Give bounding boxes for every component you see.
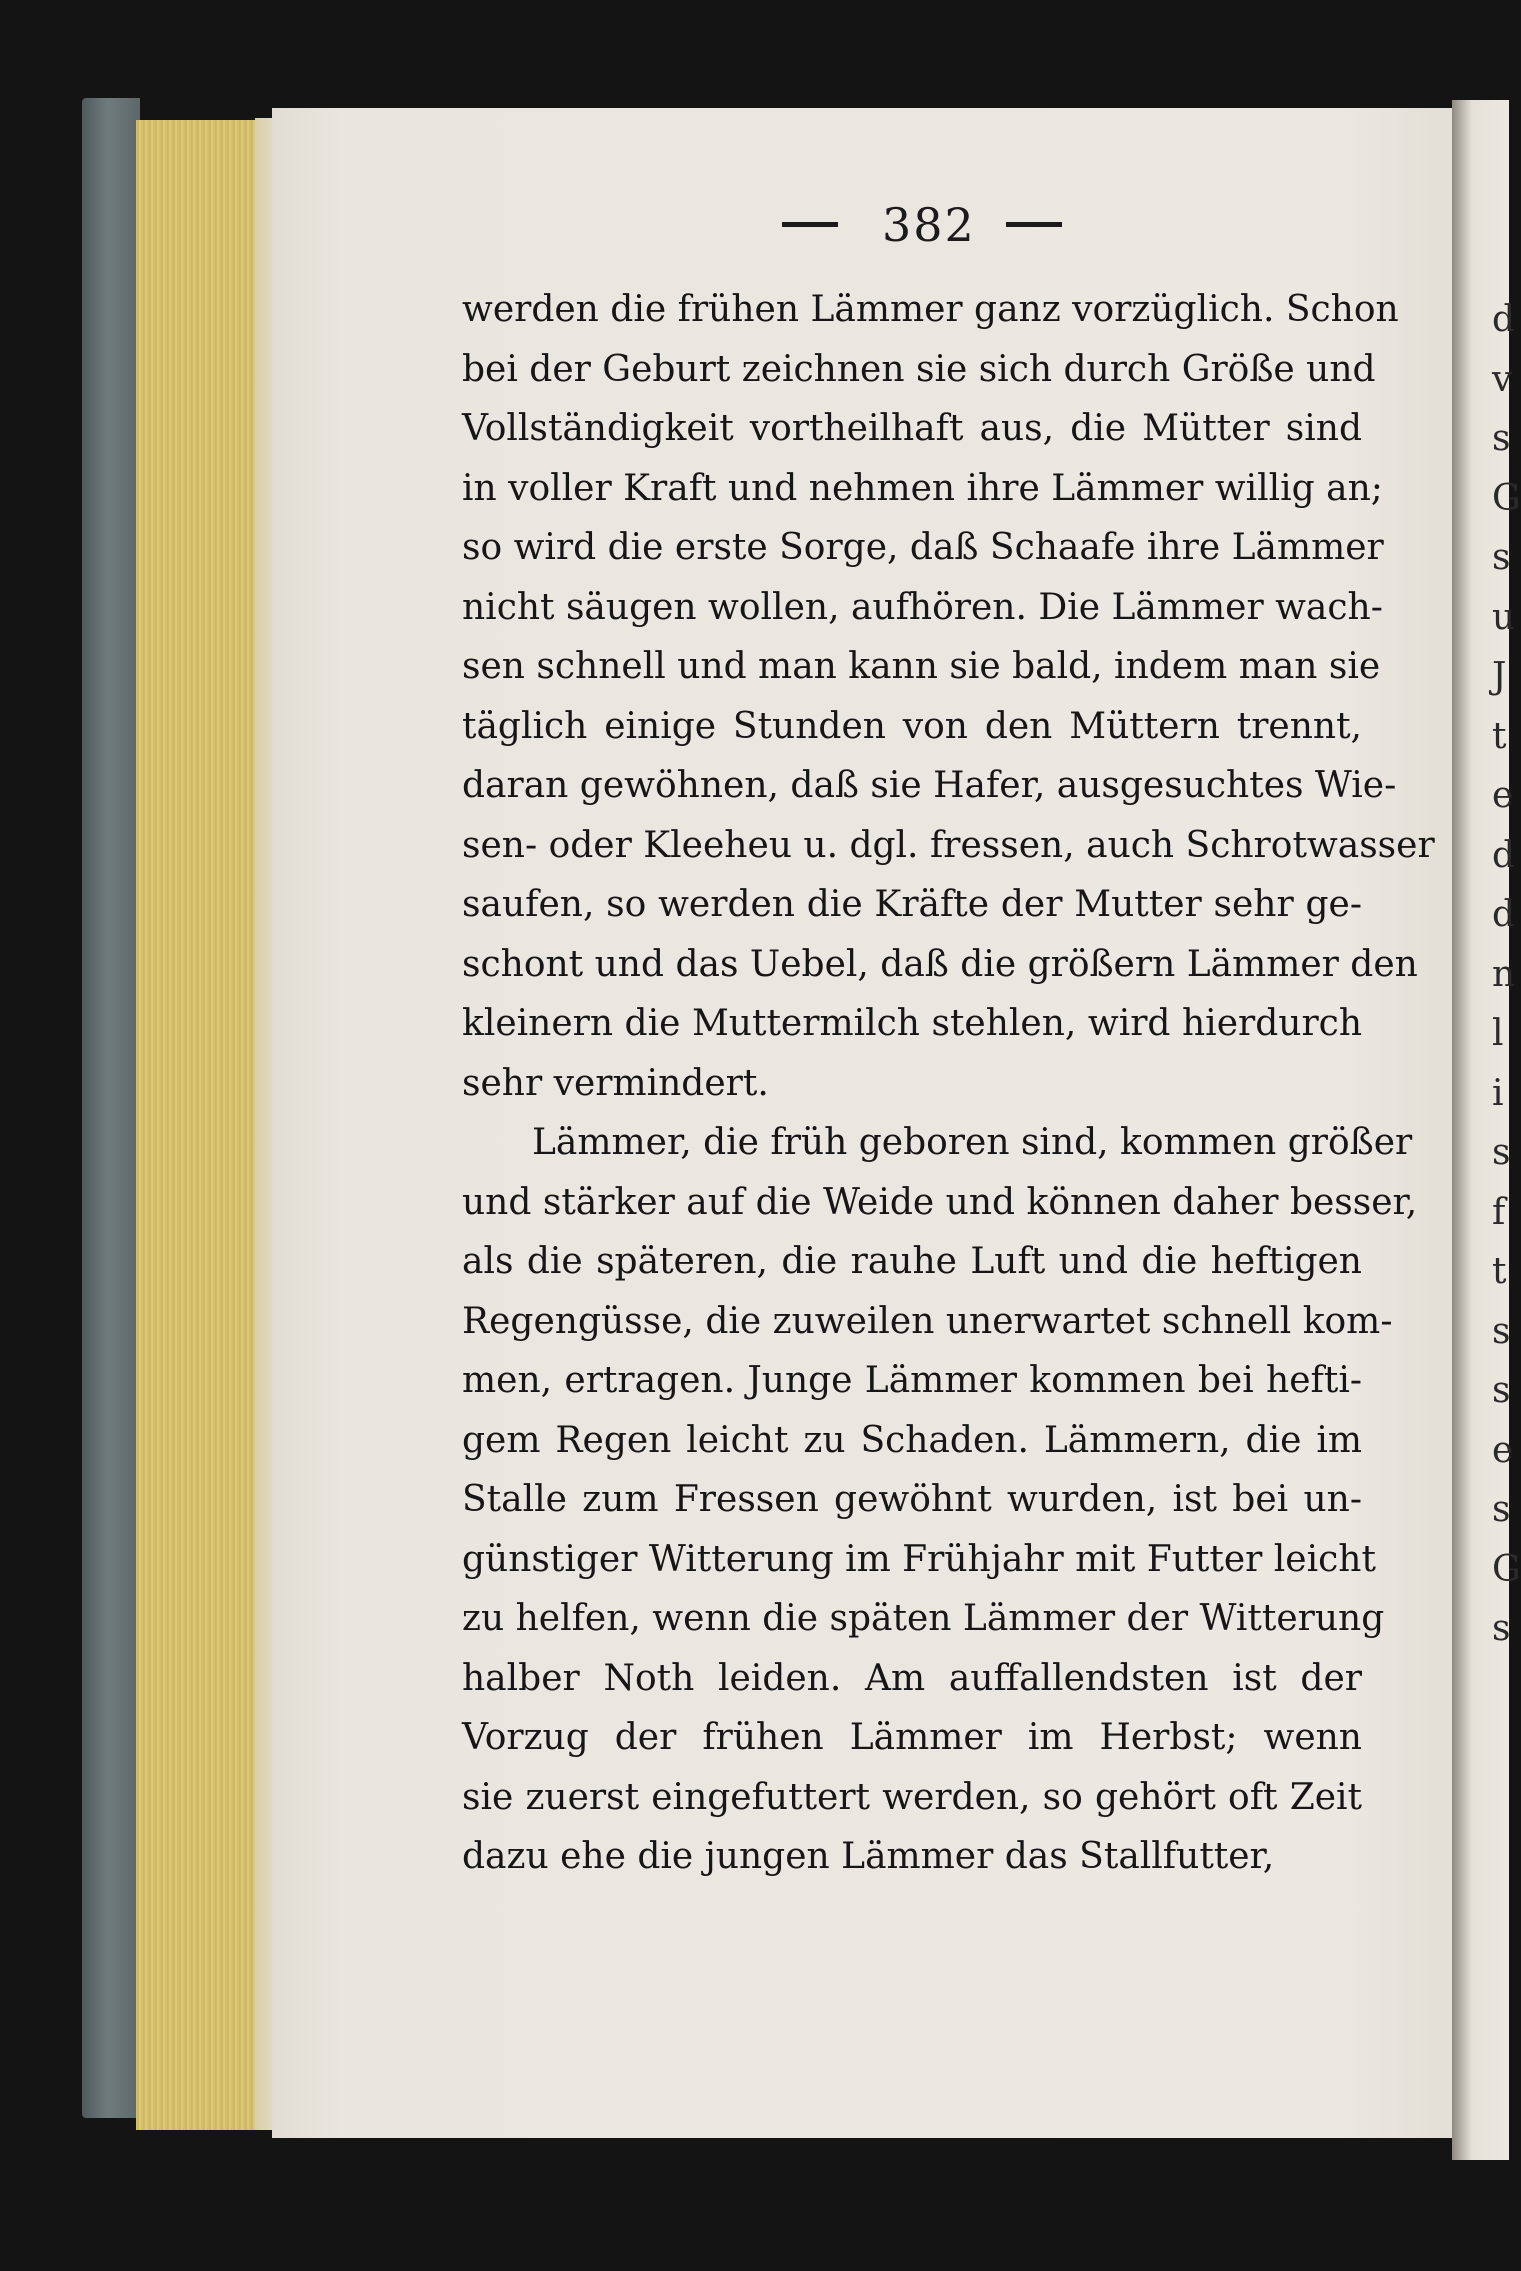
- facing-page-letter: s: [1492, 1310, 1511, 1352]
- text-line: Regengüsse, die zuweilen unerwartet schnell kom-: [462, 1300, 1393, 1342]
- text-line: und stärker auf die Weide und können daher besser,: [462, 1181, 1418, 1223]
- facing-page-letter: l: [1492, 1013, 1504, 1054]
- facing-page-letter: u: [1492, 596, 1516, 638]
- facing-page-letter: s: [1492, 1489, 1511, 1530]
- page-number: 382: [882, 198, 976, 252]
- facing-page-letter: t: [1492, 715, 1507, 757]
- facing-page-letter: v: [1492, 358, 1513, 400]
- text-line: dazu ehe die jungen Lämmer das Stallfutter,: [462, 1836, 1275, 1877]
- facing-page-letter: t: [1492, 1251, 1507, 1292]
- facing-page-letters: [1492, 290, 1521, 1659]
- text-line: täglich einige Stunden von den Müttern trennt,: [462, 705, 1362, 747]
- text-line: so wird die erste Sorge, daß Schaafe ihre Lämmer: [462, 527, 1384, 568]
- facing-page-letter: s: [1492, 1608, 1511, 1649]
- facing-page-letter: J: [1492, 656, 1507, 697]
- page-block-gilded-edge: [136, 120, 274, 2130]
- text-line: bei der Geburt zeichnen sie sich durch Größe und: [462, 348, 1376, 390]
- text-line: halber Noth leiden. Am auffallendsten ist der: [462, 1657, 1362, 1699]
- facing-page-letter: f: [1492, 1191, 1506, 1233]
- page-number-dash-right: [1006, 222, 1062, 227]
- text-line: günstiger Witterung im Frühjahr mit Futter leicht: [462, 1538, 1376, 1580]
- text-line: Vorzug der frühen Lämmer im Herbst; wenn: [462, 1717, 1362, 1758]
- text-line: werden die frühen Lämmer ganz vorzüglich. Schon: [462, 289, 1399, 330]
- text-line: sie zuerst eingefuttert werden, so gehört oft Zeit: [462, 1776, 1362, 1818]
- facing-page-letter: e: [1492, 1429, 1514, 1471]
- text-line: kleinern die Muttermilch stehlen, wird hierdurch: [462, 1003, 1362, 1044]
- text-line: daran gewöhnen, daß sie Hafer, ausgesuchtes Wie-: [462, 765, 1397, 806]
- text-line: gem Regen leicht zu Schaden. Lämmern, die im: [462, 1419, 1362, 1461]
- facing-page-letter: G: [1492, 477, 1521, 519]
- text-line: zu helfen, wenn die späten Lämmer der Witterung: [462, 1598, 1385, 1639]
- facing-page-letter: G: [1492, 1548, 1521, 1590]
- text-line: men, ertragen. Junge Lämmer kommen bei hefti-: [462, 1360, 1362, 1401]
- facing-page-letter: s: [1492, 1132, 1511, 1173]
- book-cover-edge: [82, 98, 140, 2118]
- facing-page-letter: n: [1492, 953, 1516, 995]
- facing-page-letter: s: [1492, 537, 1511, 578]
- facing-page-letter: i: [1492, 1072, 1504, 1114]
- text-line: sen- oder Kleeheu u. dgl. fressen, auch Schrotwasser: [462, 824, 1435, 866]
- text-line: schont und das Uebel, daß die größern Lämmer den: [462, 943, 1418, 985]
- text-line: sehr vermindert.: [462, 1062, 769, 1104]
- facing-page-letter: s: [1492, 1370, 1511, 1411]
- text-line: Stalle zum Fressen gewöhnt wurden, ist bei un-: [462, 1479, 1362, 1520]
- text-line: Lämmer, die früh geboren sind, kommen größer: [532, 1122, 1413, 1163]
- text-line: Vollständigkeit vortheilhaft aus, die Mütter sind: [462, 408, 1362, 449]
- facing-page-letter: e: [1492, 775, 1514, 816]
- page-number-dash-left: [782, 222, 838, 227]
- facing-page-letter: d: [1492, 894, 1516, 935]
- facing-page-letter: s: [1492, 418, 1511, 459]
- text-line: nicht säugen wollen, aufhören. Die Lämmer wach-: [462, 586, 1383, 628]
- text-line: sen schnell und man kann sie bald, indem man sie: [462, 646, 1381, 687]
- body-text: [462, 280, 1435, 1887]
- text-line: als die späteren, die rauhe Luft und die heftigen: [462, 1241, 1362, 1282]
- facing-page-letter: d: [1492, 834, 1516, 876]
- text-line: in voller Kraft und nehmen ihre Lämmer willig an;: [462, 467, 1383, 509]
- text-line: saufen, so werden die Kräfte der Mutter sehr ge-: [462, 884, 1362, 925]
- facing-page-letter: d: [1492, 299, 1516, 340]
